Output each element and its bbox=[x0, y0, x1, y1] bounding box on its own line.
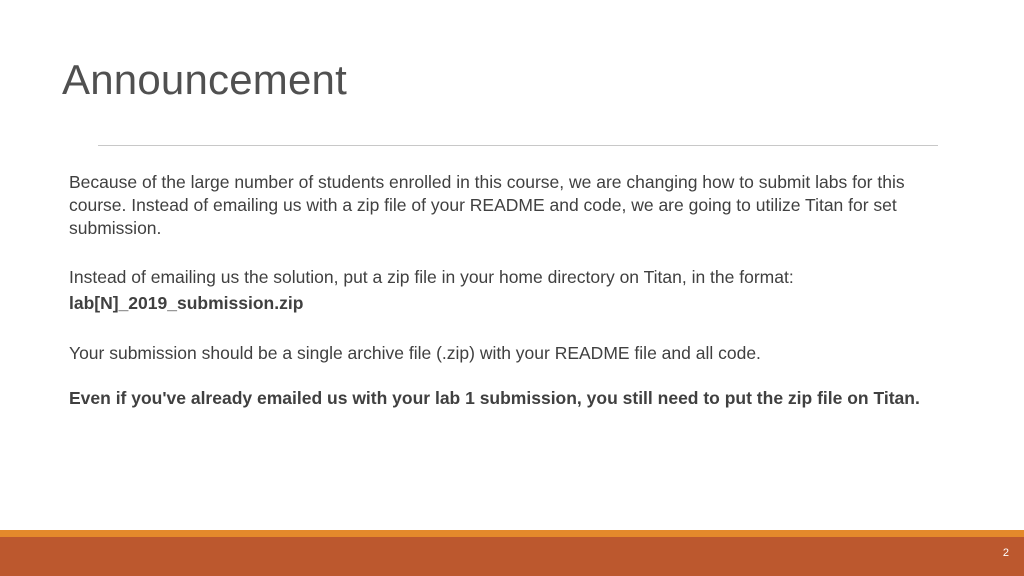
title-divider bbox=[98, 145, 938, 146]
slide-title: Announcement bbox=[62, 56, 347, 103]
intro-paragraph: Because of the large number of students enrolled in this course, we are changing how to submit labs for this course. Instead of emailing us with a zip file of your README and code, we are going to utilize Titan for set submission. bbox=[69, 172, 905, 238]
emphasis-paragraph: Even if you've already emailed us with your lab 1 submission, you still need to put the zip file on Titan. bbox=[69, 388, 920, 408]
filename-format: lab[N]_2019_submission.zip bbox=[69, 293, 304, 313]
page-number: 2 bbox=[1002, 547, 1009, 559]
footer-accent-stripe bbox=[0, 530, 1024, 537]
slide-body bbox=[69, 171, 959, 410]
instructions-paragraph: Instead of emailing us the solution, put a zip file in your home directory on Titan, in the format: bbox=[69, 267, 794, 287]
archive-note-paragraph: Your submission should be a single archive file (.zip) with your README file and all code. bbox=[69, 343, 761, 363]
footer-bar bbox=[0, 537, 1024, 576]
